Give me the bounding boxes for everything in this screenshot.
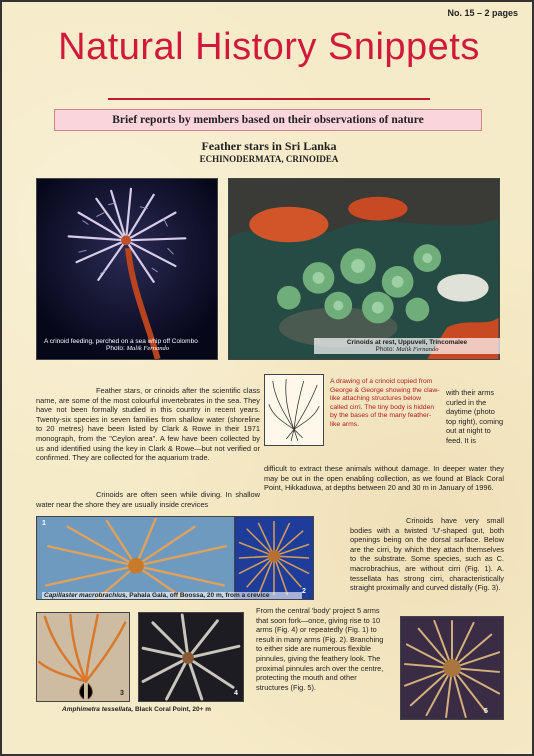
photo-crinoid-feeding [36, 178, 218, 360]
figure-2-number: 2 [302, 588, 306, 595]
figure-3-number: 3 [120, 690, 124, 697]
figure-3 [36, 612, 130, 702]
article-title: Feather stars in Sri Lanka [201, 139, 337, 153]
paragraph-2-continued-a: with their arms curled in the daytime (photo top right), coming out at night to feed. It is [446, 388, 504, 445]
paragraph-4: From the central 'body' project 5 arms that soon fork—once, giving rise to 10 arms (Fig. 4) or repeatedly (Fig. 1) to result in many arms (Fig. 2). Branching to either side are numerous flexible pinnules, giving the feathery look. The proximal pinnules arch over the centre, protecting the mouth and other structures (Fig. 5). [256, 606, 384, 692]
figure-5-number: 5 [484, 708, 488, 715]
figure-4-image [139, 613, 243, 701]
figure-4-number: 4 [234, 690, 238, 697]
figure-4 [138, 612, 244, 702]
crinoids-rest-image [229, 179, 499, 359]
figure-top-caption: Capillaster macrobrachius, Pahala Gala, off Boossa, 20 m, from a crevice [42, 592, 302, 599]
photo-left-caption: A crinoid feeding, perched on a sea whip off Colombo Photo: Malik Fernando [44, 338, 198, 352]
figure-2-image [235, 517, 313, 599]
figure-5-image [401, 617, 503, 719]
article-subtitle: ECHINODERMATA, CRINOIDEA [199, 154, 339, 164]
paragraph-3: Crinoids have very small bodies with a twisted 'U'-shaped gut, both openings being on the dorsal surface. Below are the cirri, by which they attach themselves to the substrate. Some species, such as C. macrobrachius, are without cirri (Fig. 1). A. tessellata has strong cirri, characteristically straight proximally and curved distally (Fig. 3). [350, 516, 504, 593]
figure-5 [400, 616, 504, 720]
subtitle-banner: Brief reports by members based on their observations of nature [54, 109, 482, 131]
figure-1-number: 1 [42, 520, 46, 527]
title-rule [108, 98, 430, 100]
figure-bottom-caption: Amphimetra tessellata, Black Coral Point, 20+ m [62, 706, 212, 713]
crinoid-drawing [264, 374, 324, 446]
figure-1-image [37, 517, 235, 599]
paragraph-2-continued-b: difficult to extract these animals without damage. In deeper water they may be out in the open enabling collection, as we found at Black Coral Point, Hikkaduwa, at depths between 20 and 30 m in January of 1996. [264, 464, 504, 493]
figure-1 [36, 516, 236, 600]
photo-right-caption: Crinoids at rest, Uppuveli, Trincomalee Photo: Malik Fernando [314, 338, 500, 354]
masthead-title: Natural History Snippets [58, 26, 480, 68]
drawing-caption: A drawing of a crinoid copied from George & George showing the claw-like attaching structures below called cirri. The tiny body is hidden by the bases of the many feather-like arms. [330, 378, 440, 428]
paragraph-1: Feather stars, or crinoids after the scientific class name, are some of the most colourful invertebrates in the sea. They have not been formally studied in this country in recent years. Twenty-six species in seven families from shallow water (shoreline to 20 metres) have been listed by Clark & Rowe in their 1971 monograph, from the "Ceylon area". A few have been collected by us and identified using the key in Clark & Rowe—but not verified or confirmed. They are collected for the aquarium trade. [36, 386, 260, 463]
crinoid-feeding-image [37, 179, 217, 359]
issue-number: No. 15 – 2 pages [447, 8, 518, 18]
figure-3-image [37, 613, 129, 701]
paragraph-2: Crinoids are often seen while diving. In shallow water near the shore they are usually inside crevices [36, 490, 260, 509]
photo-crinoids-at-rest [228, 178, 500, 360]
crinoid-drawing-image [265, 375, 323, 445]
